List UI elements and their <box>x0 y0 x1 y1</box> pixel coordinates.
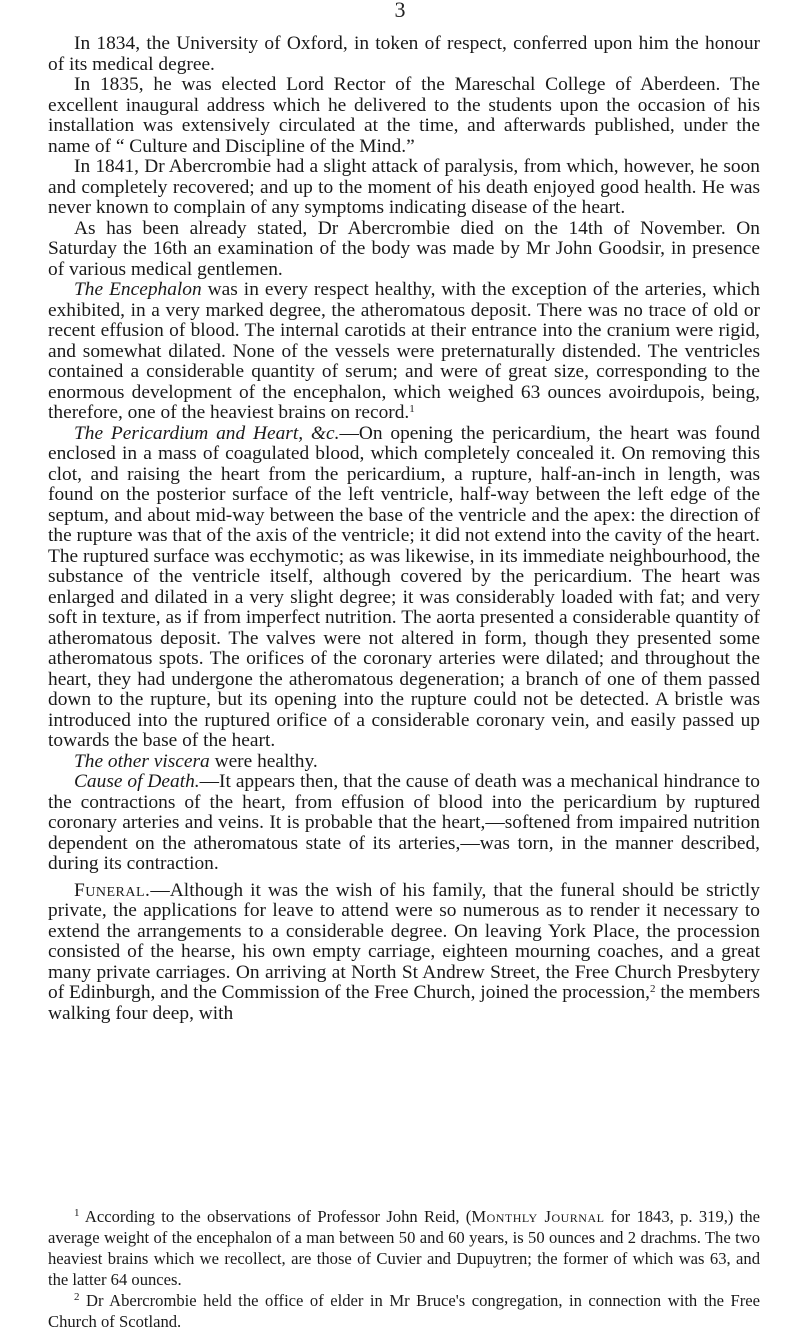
paragraph-death-examination: As has been already stated, Dr Abercrombie died on the 14th of November. On Saturday the 16th an examination of the body was made by Mr John Goodsir, in presence of various medical gentlemen. <box>48 217 760 280</box>
section-lead: Cause of Death. <box>74 771 200 792</box>
footnotes <box>48 1206 760 1332</box>
journal-name: Monthly Journal <box>471 1207 605 1226</box>
footnote-ref: 1 <box>409 403 415 415</box>
footnote-ref: 2 <box>650 983 656 995</box>
body-text <box>48 34 760 1024</box>
section-lead: The Encephalon <box>74 279 202 300</box>
paragraph-oxford-degree: In 1834, the University of Oxford, in token of respect, conferred upon him the honour of its medical degree. <box>48 33 760 75</box>
section-lead: Funeral. <box>74 879 151 901</box>
section-lead: The other viscera <box>74 750 210 772</box>
paragraph-encephalon: The Encephalon was in every respect healthy, with the exception of the arteries, which exhibited, in a very marked degree, the atheromatous deposit. There was no trace of old or recent effusion of blood. The internal carotids at their entrance into the cranium were rigid, and somewhat dilated. None of the vessels were preternaturally distended. The ventricles contained a considerable quantity of serum; and were of great size, corresponding to the enormous development of the encephalon, which weighed 63 ounces avoirdupois, being, therefore, one of the heaviest brains on record.$^1$ <box>48 279 760 423</box>
footnote-marker: 2 <box>74 1291 80 1303</box>
paragraph-pericardium-heart: The Pericardium and Heart, &c.—On opening the pericardium, the heart was found enclosed in a mass of coagulated blood, which completely concealed it. On removing this clot, and raising the heart from the pericardium, a rupture, half-an-inch in length, was found on the posterior surface of the left ventricle, half-way between the left edge of the septum, and about mid-way between the base of the ventricle and the apex: the direction of the rupture was that of the axis of the ventricle; it did not extend into the cavity of the heart. The ruptured surface was ecchymotic; as was likewise, in its immediate neighbourhood, the substance of the ventricle itself, although covered by the pericardium. The heart was enlarged and dilated in a very slight degree; it was considerably loaded with fat; and very soft in texture, as if from imperfect nutrition. The aorta presented a considerable quantity of atheromatous deposit. The valves were not altered in form, though they presented some atheromatous spots. The orifices of the coronary arteries were dilated; and throughout the heart, they had undergone the atheromatous degeneration; a branch of one of them passed down to the rupture, but its opening into the rupture could not be detected. A bristle was introduced into the ruptured orifice of a considerable coronary vein, and easily passed up towards the base of the heart. <box>48 422 760 751</box>
footnote-2: $^2$ Dr Abercrombie held the office of elder in Mr Bruce's congregation, in connection with the Free Church of Scotland. <box>48 1291 760 1331</box>
section-lead: The Pericardium and Heart, &c. <box>74 422 340 444</box>
paragraph-other-viscera: The other viscera were healthy. <box>74 750 318 772</box>
page-number: 3 <box>394 0 406 22</box>
paragraph-funeral: Funeral.—Although it was the wish of his family, that the funeral should be strictly private, the applications for leave to attend were so numerous as to render it necessary to extend the arrangements to a considerable degree. On leaving York Place, the procession consisted of the hearse, his own empty carriage, eighteen mourning coaches, and a great many private carriages. On arriving at North St Andrew Street, the Free Church Presbytery of Edinburgh, and the Commission of the Free Church, joined the procession,$^2$ the members walking four deep, with <box>48 879 761 1024</box>
paragraph-paralysis: In 1841, Dr Abercrombie had a slight attack of paralysis, from which, however, he soon and completely recovered; and up to the moment of his death enjoyed good health. He was never known to complain of any symptoms indicating disease of the heart. <box>48 156 760 218</box>
paragraph-cause-of-death: Cause of Death.—It appears then, that the cause of death was a mechanical hindrance to the contractions of the heart, from effusion of blood into the pericardium by ruptured coronary arteries and veins. It is probable that the heart,—softened from impaired nutrition dependent on the atheromatous state of its arteries,—was torn, in the manner described, during its contraction. <box>48 771 760 874</box>
footnote-marker: 1 <box>74 1207 80 1219</box>
footnote-1: $^1$ According to the observations of Professor John Reid, (Monthly Journal for 1843, p. 319,) the average weight of the encephalon of a man between 50 and 60 years, is 50 ounces and 2 drachms. The two heaviest brains which we recollect, are those of Cuvier and Dupuytren; the former of which was 63, and the latter 64 ounces. <box>48 1207 760 1289</box>
paragraph-lord-rector: In 1835, he was elected Lord Rector of the Mareschal College of Aberdeen. The excellent inaugural address which he delivered to the students upon the occasion of his installation was extensively circulated at the time, and afterwards published, under the name of “ Culture and Discipline of the Mind.” <box>48 74 760 157</box>
